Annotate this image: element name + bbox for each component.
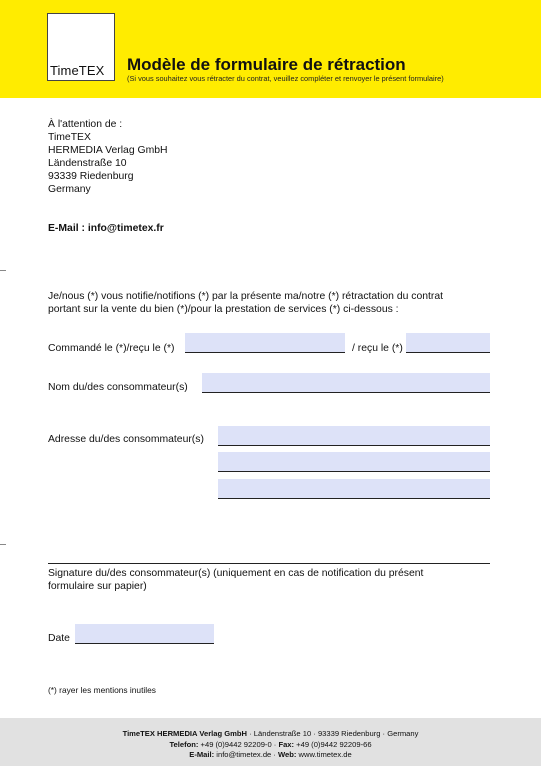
footer-line-1 (0, 729, 541, 740)
footer-email-label: E-Mail: (189, 750, 215, 759)
address-line: TimeTEX (48, 132, 91, 143)
attention-label: À l'attention de : (48, 119, 123, 130)
footer-web-value: www.timetex.de (296, 750, 352, 759)
address-line: Germany (48, 184, 91, 195)
timetex-logo (47, 13, 115, 81)
footer-tel-label: Telefon: (169, 739, 199, 749)
signature-label-line-2: formulaire sur papier) (48, 581, 147, 592)
footer-company: TimeTEX HERMEDIA Verlag GmbH (122, 729, 248, 738)
fold-mark (0, 270, 6, 271)
footer-fax-value: +49 (0)9442 92209-66 (294, 739, 372, 749)
consumer-address-field-1[interactable] (218, 426, 490, 446)
declaration-line-1: Je/nous (*) vous notifie/notifions (*) par la présente ma/notre (*) rétractation du contrat (48, 291, 444, 302)
header-bar (0, 0, 541, 98)
footer-fax-label: Fax: (278, 739, 295, 749)
received-date-field[interactable] (406, 333, 490, 353)
consumer-address-field-2[interactable] (218, 452, 490, 472)
signature-line[interactable] (48, 563, 490, 564)
logo-text: TimeTEX (50, 63, 105, 78)
date-label: Date (48, 633, 70, 644)
footer (0, 718, 541, 766)
footer-tel-value: +49 (0)9442 92209-0 · (198, 739, 279, 749)
consumer-name-field[interactable] (202, 373, 490, 393)
received-date-label: / reçu le (*) (352, 343, 403, 354)
consumer-name-label: Nom du/des consommateur(s) (48, 382, 188, 393)
contact-email: E-Mail : info@timetex.fr (48, 223, 164, 234)
footnote: (*) rayer les mentions inutiles (48, 685, 156, 695)
footer-address: · Ländenstraße 10 · 93339 Riedenburg · Germany (247, 729, 419, 738)
ordered-date-field[interactable] (185, 333, 345, 353)
fold-mark (0, 544, 6, 545)
footer-line-2 (0, 740, 541, 751)
address-line: HERMEDIA Verlag GmbH (48, 145, 168, 156)
signature-label-line-1: Signature du/des consommateur(s) (uniquement en cas de notification du présent (48, 568, 424, 579)
footer-web-label: Web: (278, 750, 297, 759)
declaration-line-2: portant sur la vente du bien (*)/pour la prestation de services (*) ci-dessous : (48, 304, 399, 315)
footer-line-3 (0, 750, 541, 761)
consumer-address-label: Adresse du/des consommateur(s) (48, 434, 204, 445)
footer-email-value: info@timetex.de · (214, 750, 279, 759)
page-title: Modèle de formulaire de rétraction (127, 55, 406, 74)
consumer-address-field-3[interactable] (218, 479, 490, 499)
date-field[interactable] (75, 624, 214, 644)
page-subtitle: (Si vous souhaitez vous rétracter du contrat, veuillez compléter et renvoyer le présent formulaire) (127, 74, 444, 83)
ordered-date-label: Commandé le (*)/reçu le (*) (48, 343, 175, 354)
address-line: Ländenstraße 10 (48, 158, 127, 169)
address-line: 93339 Riedenburg (48, 171, 134, 182)
